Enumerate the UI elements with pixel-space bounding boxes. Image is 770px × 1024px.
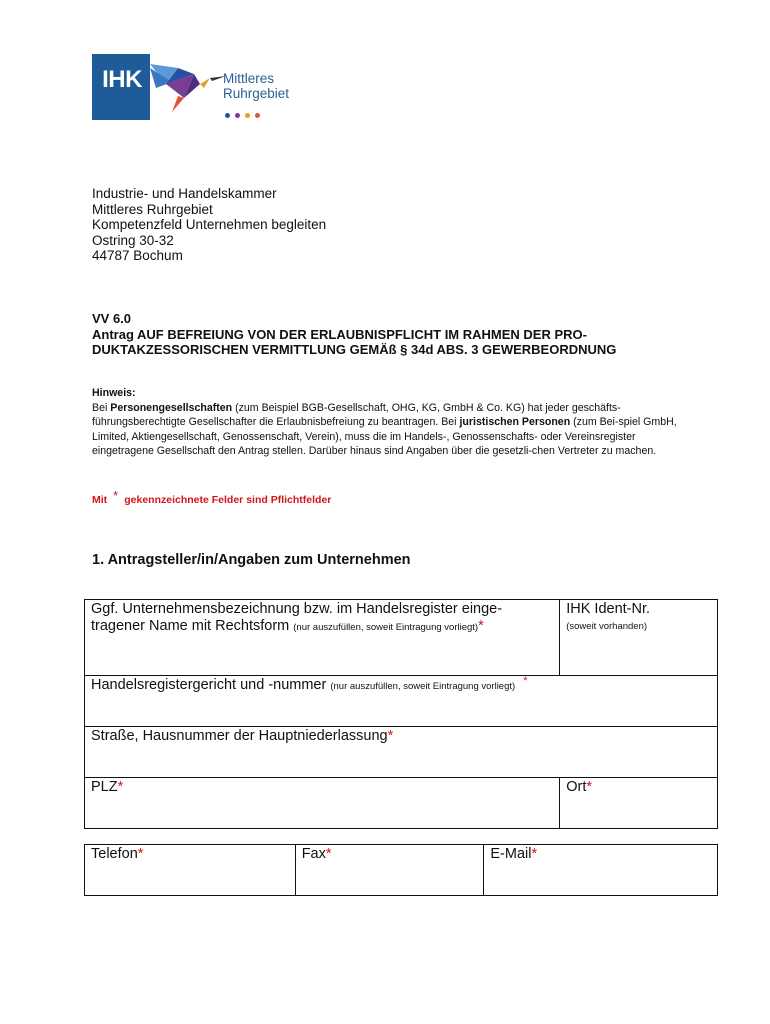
register-label: Handelsregistergericht und -nummer xyxy=(91,677,327,693)
ihk-id-note: (soweit vorhanden) xyxy=(566,621,648,632)
company-name-field[interactable] xyxy=(85,600,560,676)
logo-dot xyxy=(245,113,250,118)
required-star-icon: * xyxy=(137,846,144,862)
logo-dots xyxy=(225,105,265,111)
company-name-note: (nur auszufüllen, soweit Eintragung vorliegt) xyxy=(293,622,479,633)
address-line: Mittleres Ruhrgebiet xyxy=(92,201,213,217)
street-field[interactable] xyxy=(85,727,718,778)
company-fields-table xyxy=(84,599,718,829)
notice-text-part: (zum Bei-spiel GmbH, Limited, Aktiengesellschaft, Genossenschaft, Verein), muss die im Handels-, Genossenschafts- oder Vereinsregister eingetragene Gesellschaft den Antrag stellen. Darüber hinaus sind Angaben über die gesetzli-chen Vertreter zu machen. xyxy=(92,416,677,458)
telefon-label: Telefon xyxy=(91,846,138,862)
address-line: 44787 Bochum xyxy=(92,248,183,264)
notice-block xyxy=(92,386,680,459)
logo-mark: IHK xyxy=(102,66,142,93)
required-fields-note xyxy=(92,488,332,506)
form-title-line1: Antrag AUF BEFREIUNG VON DER ERLAUBNISPFLICHT IM RAHMEN DER PRO- xyxy=(92,326,587,342)
street-label: Straße, Hausnummer der Hauptniederlassung xyxy=(91,728,388,744)
required-star-icon: * xyxy=(478,618,484,634)
notice-text xyxy=(92,401,680,459)
email-label: E-Mail xyxy=(490,846,532,862)
email-field[interactable] xyxy=(484,845,718,896)
fax-field[interactable] xyxy=(295,845,484,896)
required-star-icon: * xyxy=(523,675,528,687)
required-star-icon: * xyxy=(325,846,332,862)
address-block xyxy=(92,186,326,264)
form-title-line2: DUKTAKZESSORISCHEN VERMITTLUNG GEMÄß § 34d ABS. 3 GEWERBEORDNUNG xyxy=(92,342,617,357)
register-note: (nur auszufüllen, soweit Eintragung vorliegt) xyxy=(330,681,516,692)
notice-heading: Hinweis: xyxy=(92,387,136,399)
ort-field[interactable] xyxy=(560,778,718,829)
logo-dot xyxy=(235,113,240,118)
fax-label: Fax xyxy=(301,846,326,862)
required-star-icon: * xyxy=(531,846,538,862)
plz-label: PLZ xyxy=(91,779,118,795)
company-name-label: Ggf. Unternehmensbezeichnung bzw. im Handelsregister einge-tragener Name mit Rechtsform xyxy=(91,601,503,634)
required-star-icon: * xyxy=(113,488,119,503)
logo-line2: Ruhrgebiet xyxy=(223,86,290,101)
logo-dot xyxy=(225,113,230,118)
section-title: 1. Antragsteller/in/Angaben zum Unternehmen xyxy=(92,552,411,568)
register-field[interactable] xyxy=(85,676,718,727)
address-line: Kompetenzfeld Unternehmen begleiten xyxy=(92,217,327,233)
logo-dot xyxy=(255,113,260,118)
address-line: Ostring 30-32 xyxy=(92,232,174,248)
notice-text-part: Bei xyxy=(92,401,111,414)
required-note-prefix: Mit xyxy=(92,494,108,506)
logo-line1: Mittleres xyxy=(223,71,275,86)
form-title xyxy=(92,311,616,358)
contact-fields-table xyxy=(84,844,718,896)
telefon-field[interactable] xyxy=(85,845,296,896)
ihk-id-label: IHK Ident-Nr. xyxy=(566,601,651,617)
required-note-suffix: gekennzeichnete Felder sind Pflichtfelder xyxy=(124,494,332,506)
notice-text-part: (zum Beispiel BGB-Gesellschaft, OHG, KG, GmbH & Co. KG) hat jeder geschäfts-führungsberechtigte Gesellschafter die Erlaubnisbefreiung zu beantragen. Bei xyxy=(92,401,621,429)
notice-emphasis: Personengesellschaften xyxy=(110,401,233,414)
required-star-icon: * xyxy=(586,779,593,795)
notice-emphasis: juristischen Personen xyxy=(459,416,571,429)
ihk-logo xyxy=(92,54,298,122)
form-version: VV 6.0 xyxy=(92,311,132,326)
hummingbird-icon xyxy=(148,54,228,120)
ihk-id-field[interactable] xyxy=(560,600,718,676)
plz-field[interactable] xyxy=(85,778,560,829)
required-star-icon: * xyxy=(117,779,124,795)
required-star-icon: * xyxy=(387,728,394,744)
address-line: Industrie- und Handelskammer xyxy=(92,186,277,201)
ort-label: Ort xyxy=(566,779,587,795)
